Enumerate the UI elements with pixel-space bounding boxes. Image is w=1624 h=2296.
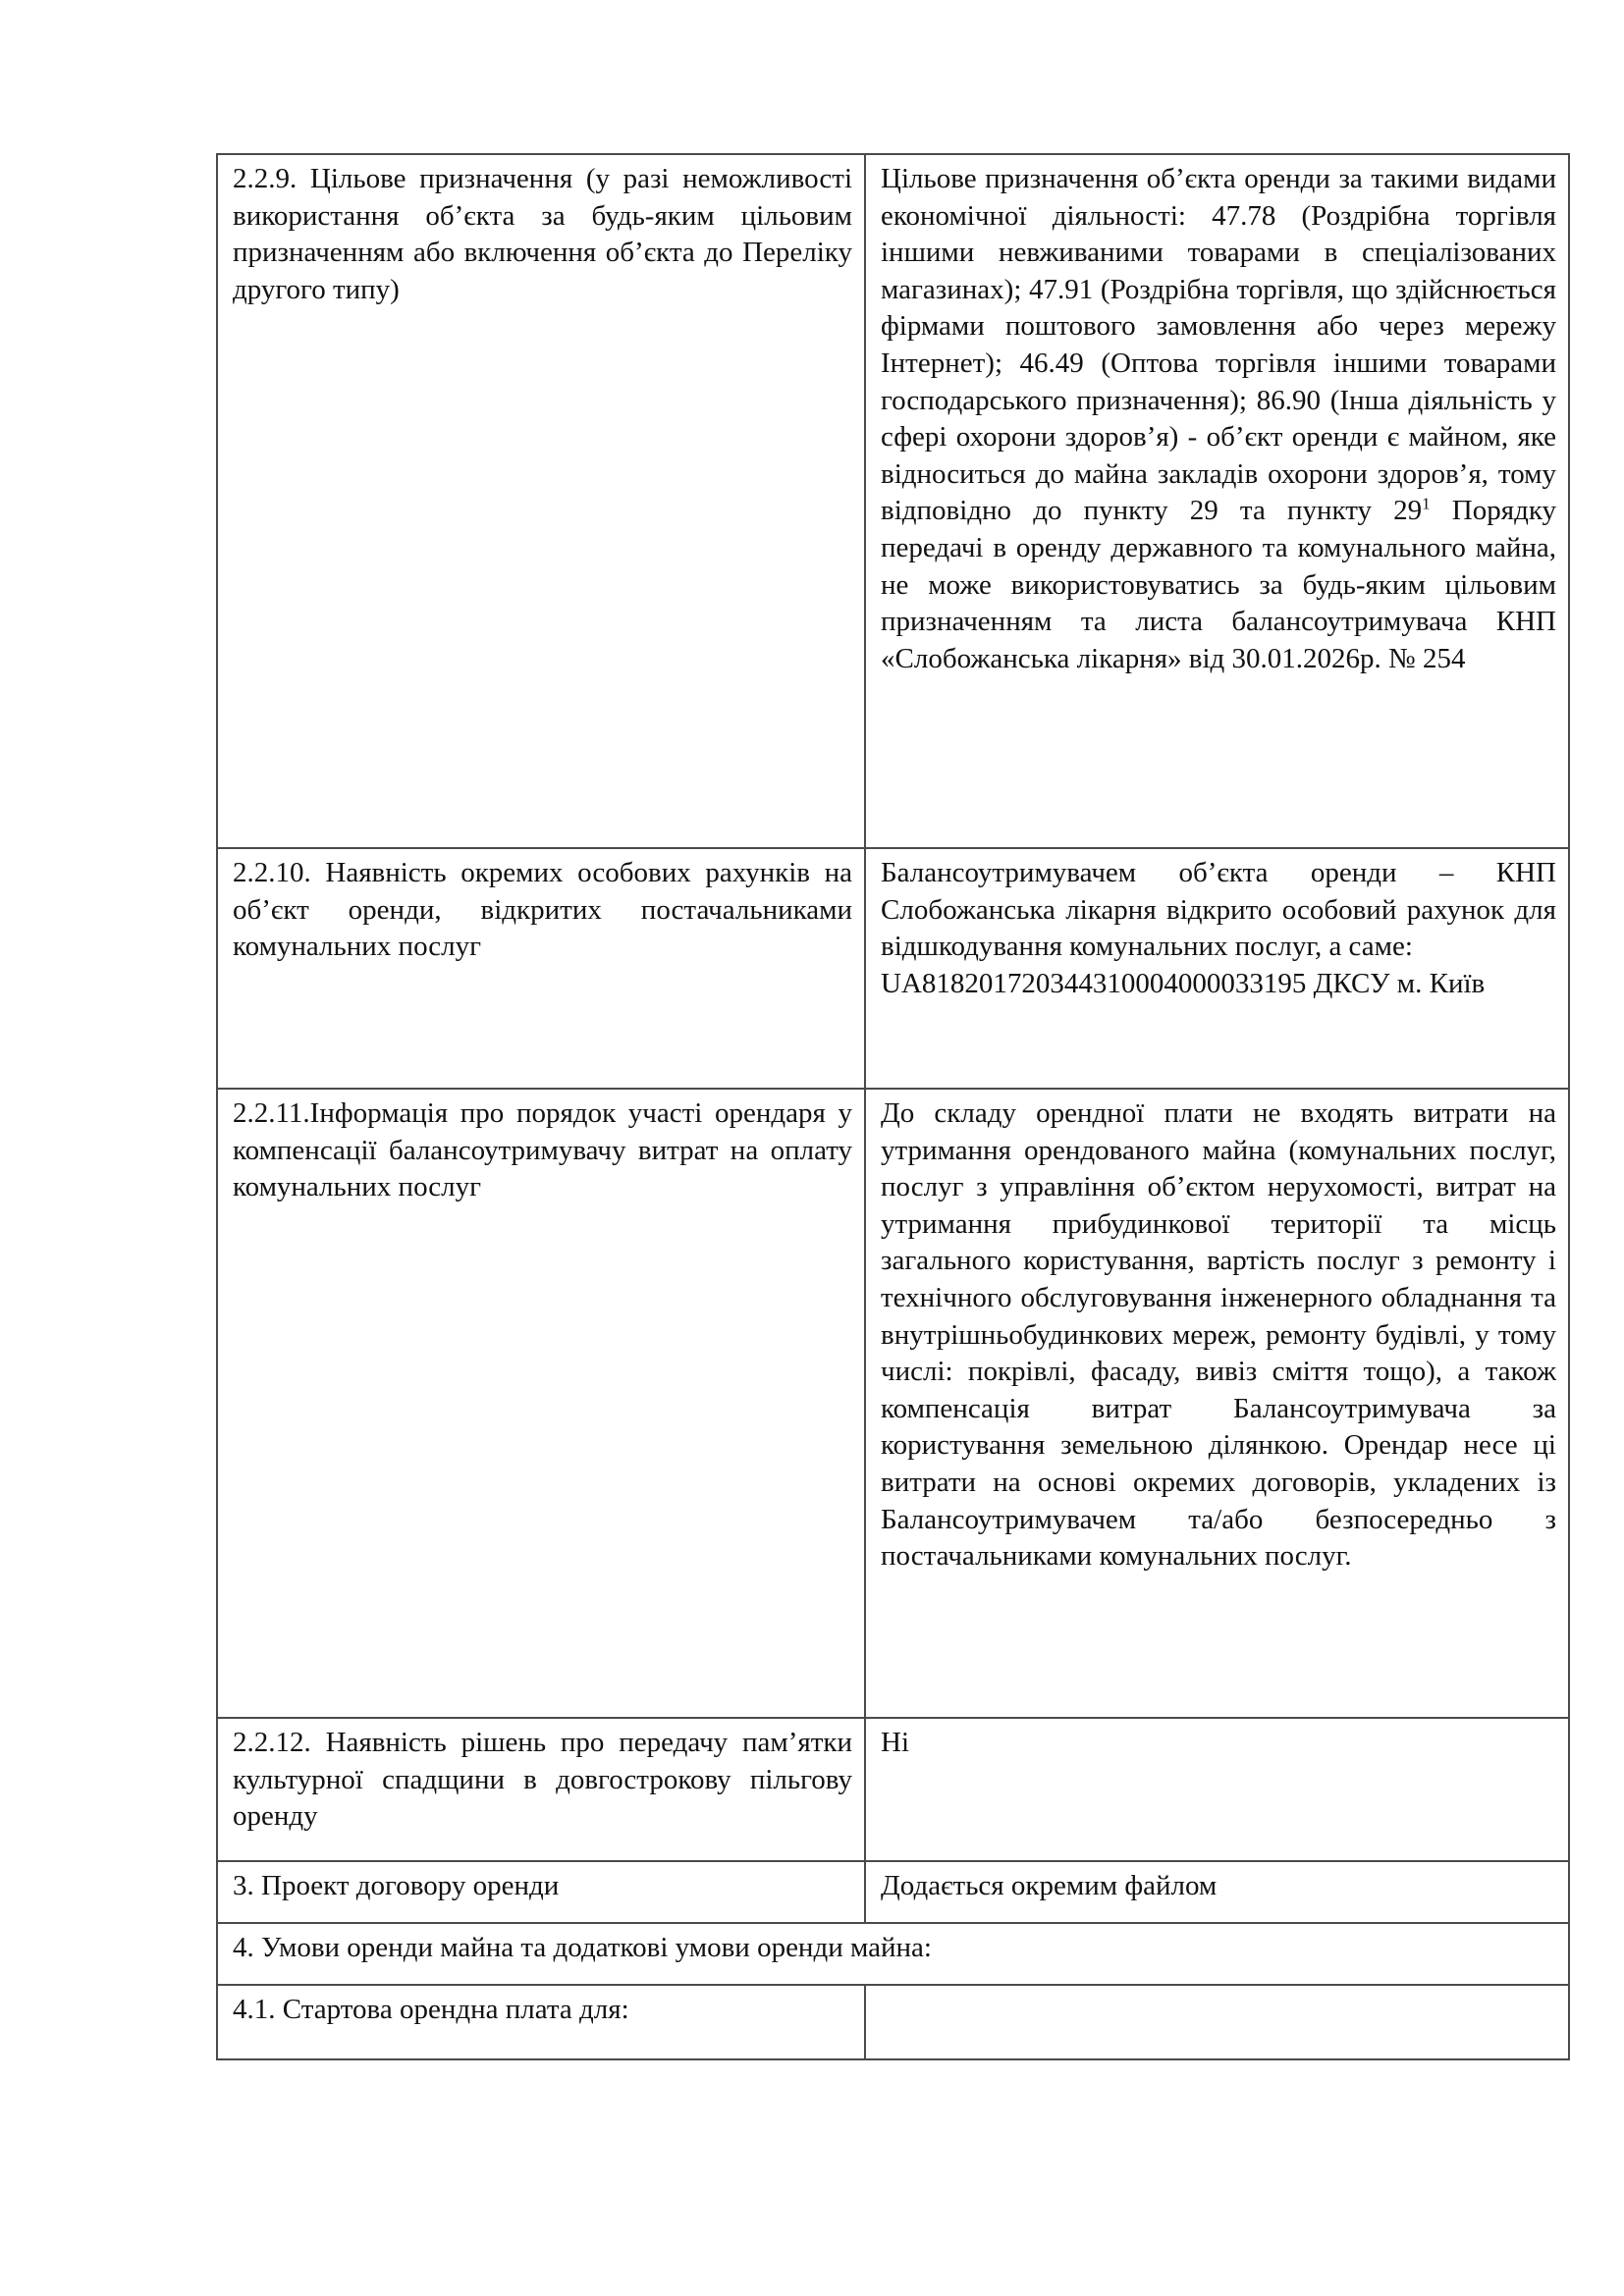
table-row-4 (217, 1923, 1569, 1985)
table-row-2-2-10 (217, 848, 1569, 1089)
section-heading-4: 4. Умови оренди майна та додаткові умови оренди майна: (217, 1923, 1569, 1985)
row-value-2-2-11: До складу орендної плати не входять витрати на утримання орендованого майна (комунальних послуг, послуг з управління об’єктом нерухомості, витрат на утримання прибудинкової території та місць загального користування, вартість послуг з ремонту і технічного обслуговування інженерного обладнання та внутрішньобудинкових мереж, ремонту будівлі, у тому числі: покрівлі, фасаду, вивіз сміття тощо), а також компенсація витрат Балансоутримувача за користування земельною ділянкою. Орендар несе ці витрати на основі окремих договорів, укладених із Балансоутримувачем та/або безпосередньо з постачальниками комунальних послуг. (865, 1089, 1569, 1718)
row-value-2-2-10 (865, 848, 1569, 1089)
account-description: Балансоутримувачем об’єкта оренди – КНП Слобожанська лікарня відкрито особовий рахунок для відшкодування комунальних послуг, а саме: (881, 857, 1556, 963)
row-label-2-2-10: 2.2.10. Наявність окремих особових рахунків на об’єкт оренди, відкритих постачальниками комунальних послуг (217, 848, 865, 1089)
table-row-3 (217, 1861, 1569, 1923)
account-number: UA818201720344310004000033195 ДКСУ м. Київ (881, 967, 1486, 999)
row-label-4-1: 4.1. Стартова орендна плата для: (217, 1985, 865, 2059)
table-row-2-2-12 (217, 1718, 1569, 1861)
row-value-4-1 (865, 1985, 1569, 2059)
row-value-2-2-9 (865, 154, 1569, 848)
row-value-2-2-12: Ні (865, 1718, 1569, 1861)
table-row-4-1 (217, 1985, 1569, 2059)
footnote-superscript: 1 (1422, 494, 1431, 513)
table-row-2-2-11 (217, 1089, 1569, 1718)
row-label-2-2-9: 2.2.9. Цільове призначення (у разі неможливості використання об’єкта за будь-яким цільовим призначенням або включення об’єкта до Переліку другого типу) (217, 154, 865, 848)
row-value-3: Додається окремим файлом (865, 1861, 1569, 1923)
row-label-3: 3. Проект договору оренди (217, 1861, 865, 1923)
lease-conditions-table (216, 153, 1570, 2060)
purpose-text-part2: Порядку передачі в оренду державного та комунального майна, не може використовуватись за будь-яким цільовим призначенням та листа балансоутримувача КНП «Слобожанська лікарня» від 30.01.2026р. № 254 (881, 495, 1556, 674)
row-label-2-2-11: 2.2.11.Інформація про порядок участі орендаря у компенсації балансоутримувачу витрат на оплату комунальних послуг (217, 1089, 865, 1718)
row-label-2-2-12: 2.2.12. Наявність рішень про передачу пам’ятки культурної спадщини в довгострокову пільгову оренду (217, 1718, 865, 1861)
purpose-text-part1: Цільове призначення об’єкта оренди за такими видами економічної діяльності: 47.78 (Роздрібна торгівля іншими невживаними товарами в спеціалізованих магазинах); 47.91 (Роздрібна торгівля, що здійснюється фірмами поштового замовлення або через мережу Інтернет); 46.49 (Оптова торгівля іншими товарами господарського призначення); 86.90 (Інша діяльність у сфері охорони здоров’я) - об’єкт оренди є майном, яке відноситься до майна закладів охорони здоров’я, тому відповідно до пункту 29 та пункту 29 (881, 163, 1556, 527)
table-row-2-2-9 (217, 154, 1569, 848)
